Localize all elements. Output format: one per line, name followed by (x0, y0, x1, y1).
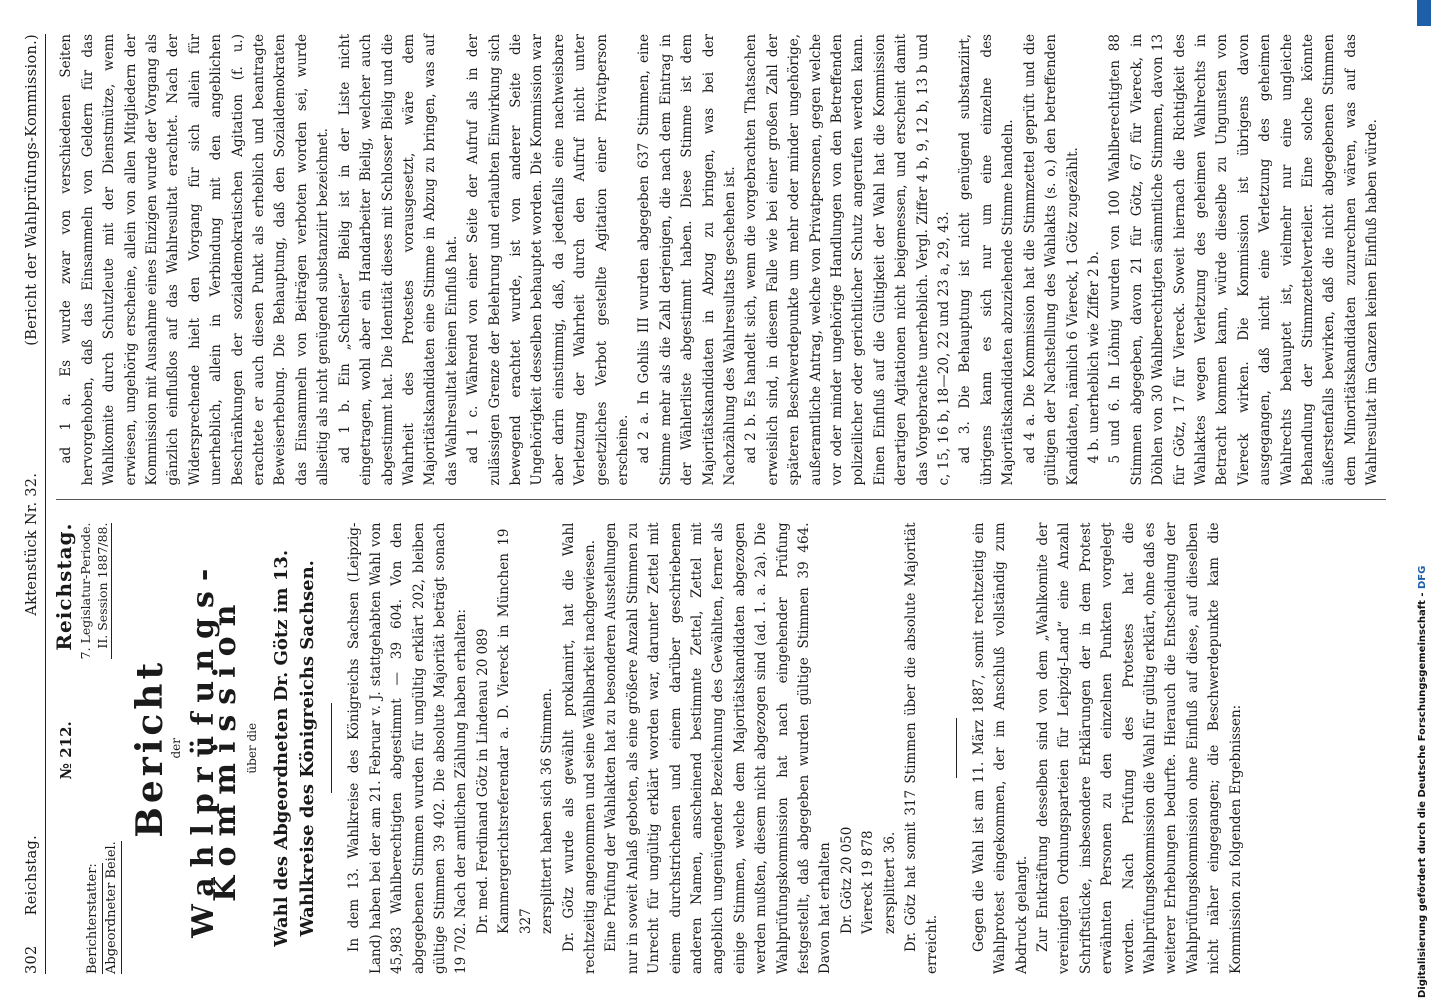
title-ueber: über die (245, 722, 260, 774)
document-number: № 212. (57, 721, 76, 780)
running-head-right: (Bericht der Wahlprüfungs-Kommission.) (24, 33, 40, 346)
dfg-logo-text: DFG (1417, 565, 1428, 589)
vote-line: Viereck 19 878 (860, 830, 877, 934)
reporter-name: Abgeordneter Beiel. (103, 841, 122, 974)
right-column (56, 34, 1386, 501)
session-label: II. Session 1887/88. (94, 523, 112, 660)
paragraph: ad 2 a. In Gohlis III wurden abgegeben 637 Stimmen, eine Stimme mehr als die Zahl derjenigen, die nach dem Eintrag in der Wählerliste abgestimmt haben. Diese Stimme ist dem Majoritätskandidaten in Abzug zu bringen, was bei der Nachzählung des Wahlresultats geschehen ist. (636, 34, 738, 486)
running-head-reichstag: Reichstag. (24, 835, 40, 916)
divider (331, 703, 332, 793)
paragraph: 4 b. unerheblich wie Ziffer 2 b. (1085, 251, 1102, 464)
session-block (52, 522, 122, 660)
dfg-logo (1417, 0, 1431, 26)
paragraph: Gegen die Wahl ist am 11. März 1887, somit rechtzeitig ein Wahlprotest eingekommen, der im Anschluß vollständig zum Abdruck gelangt. (970, 522, 1030, 974)
paragraph: In dem 13. Wahlkreise des Königreichs Sachsen (Leipzig-Land) haben bei der am 21. Februar v. J. stattgehabten Wahl von 45,983 Wahlberechtigten abgestimmt — 39 604. Von den abgegebenen Stimmen wurden für ungültig erklärt 202, bleiben gültige Stimmen 39 402. Die absolute Majorität beträgt sonach 19 702. Nach der amtlichen Zählung haben erhalten: (346, 522, 470, 974)
paragraph: Zur Entkräftung desselben sind von dem „Wahlkomite der vereinigten Ordnungsparteien für Leipzig-Land“ eine Anzahl Schriftstücke, insbesondere Erklärungen der in dem Protest erwähnten Personen zu den einzelnen Punkten vorgelegt worden. Nach Prüfung des Protestes hat die Wahlprüfungskommission die Wahl für gültig erklärt, ohne daß es weiterer Erhebungen bedurfte. Hierauch die Entscheidung der Wahlprüfungskommission ohne Einfluß auf diese, auf dieselben nicht näher eingegangen; die Beschwerdepunkte kam die Kommission zu folgenden Ergebnissen: (1035, 522, 1244, 974)
running-head-doc: Aktenstück Nr. 32. (24, 472, 40, 616)
paragraph: ad 2 b. Es handelt sich, wenn die vorgebrachten Thatsachen erweislich sind, in diesem Falle wie bei einer großen Zahl der späteren Beschwerdepunkte um mehr oder minder ungehörige, außeramtliche Antrag, welche von Privatpersonen, gegen welche vor oder minder ungehörige Handlungen von den Betreffenden polizeilicher oder gerichtlicher Schutz angerufen werden kann. Einen Einfluß auf die Gültigkeit der Wahl hat die Kommission derartigen Agitationen nicht beigemessen, und erscheint damit das Vorgebrachte unerheblich. Vergl. Ziffer 4 b, 9, 12 b, 13 b und c, 15, 16 b, 18—20, 22 und 23 a, 29, 43. (743, 34, 953, 486)
commission-title: Wahlprüfungs-Kommission (186, 558, 243, 938)
divider (956, 718, 957, 778)
paragraph: 5 und 6. In Löhnig wurden von 100 Wahlberechtigten 88 Stimmen abgegeben, davon 21 für Götz, 67 für Viereck, in Döhlen von 30 Wahlberechtigten sämmtliche Stimmen, davon 13 für Götz, 17 für Viereck. Soweit hiernach die Richtigkeit des Wahlaktes wegen Verletzung des geheimen Wahlrechts in Betracht kommen kann, würde dieselbe zu Ungunsten von Viereck wirken. Die Kommission ist übrigens davon ausgegangen, daß nicht eine Verletzung des geheimen Wahlrechts behauptet ist, vielmehr nur eine ungleiche Behandlung der Stimmzettelverteiler. Eine solche könnte äußerstenfalls bewirken, daß die nicht abgegebenen Stimmen dem Minoritätskandidaten zuzurechnen wären, was auf das Wahlresultat im Ganzen keinen Einfluß haben würde. (1107, 34, 1381, 486)
running-head (22, 34, 46, 974)
vote-line: zersplittert 36. (881, 831, 898, 934)
paragraph: Dr. Götz wurde als gewählt proklamirt, hat die Wahl rechtzeitig angenommen und seine Wählbarkeit nachgewiesen. (560, 522, 598, 974)
paragraph: Dr. Götz hat somit 317 Stimmen über die absolute Majorität erreicht. (903, 522, 941, 974)
paragraph: ad 1 c. Während von einer Seite der Aufruf als in der zulässigen Grenze der Belehrung und erlaubten Einwirkung sich bewegend erachtet wurde, ist von anderer Seite die Ungehörigkeit desselben behauptet worden. Die Kommission war aber darin einstimmig, daß, da jedenfalls eine nachweisbare Verletzung der Wahrheit durch den Aufruf nicht unter gesetzliches Verbot gestellte Agitation einer Privatperson erscheine. (465, 34, 631, 486)
vote-line: Dr. med. Ferdinand Götz in Lindenau 20 089 (474, 628, 491, 934)
vote-line: Dr. Götz 20 050 (838, 826, 855, 934)
paragraph: ad 3. Die Behauptung ist nicht genügend substanziirt, übrigens kann es sich nur um eine einzelne des Majoritätskandidaten abzuziehende Stimme handeln. (957, 34, 1017, 486)
vote-line: zersplittert haben sich 36 Stimmen. (539, 688, 556, 934)
paragraph: ad 1 a. Es wurde zwar von verschiedenen Seiten hervorgehoben, daß das Einsammeln von Geldern für das Wahlkomite durch Schutzleute mit der Dienstmütze, wenn erwiesen, ungehörig erscheine, allein von allen Mitgliedern der Kommission mit Ausnahme eines Einzigen wurde der Vorgang als gänzlich einflußlos auf das Wahlresultat erachtet. Nach der Widersprechende hielt den Vorgang für sich allein für unerheblich, allein in Verbindung mit den angeblichen Beschränkungen der sozialdemokratischen Agitation (f. u.) erachtete er auch diesen Punkt als erheblich und beantragte Beweiserhebung. Die Behauptung, daß den Sozialdemokraten das Einsammeln von Beiträgen verboten worden sei, wurde allseitig als nicht genügend substanziirt bezeichnet. (58, 34, 332, 486)
paragraph: ad 1 b. Ein „Schlesier“ Bielig ist in der Liste nicht eingetragen, wohl aber ein Handarbeiter Bielig, welcher auch abgestimmt hat. Die Identität dieses mit Schlosser Bielig und die Wahrheit des Protestes vorausgesetzt, wäre dem Majoritätskandidaten eine Stimme in Abzug zu bringen, was auf das Wahlresultat keinen Einfluß hat. (336, 34, 460, 486)
dfg-funding-notice: Digitalisierung gefördert durch die Deutsche Forschungsgemeinschaft - DFG (1417, 565, 1428, 998)
reporter-label: Berichterstatter: (84, 863, 103, 974)
vote-line: Kammergerichtsreferendar a. D. Viereck in München 19 327 (496, 528, 534, 934)
report-subject: Wahl des Abgeordneten Dr. Götz im 13. Wahlkreise des Königreichs Sachsen. (271, 549, 319, 947)
reichstag-heading: Reichstag. (52, 522, 77, 651)
title-der: der (168, 737, 183, 759)
left-column (52, 522, 1386, 975)
document-header (52, 522, 122, 975)
paragraph: Eine Prüfung der Wahlakten hat zu besonderen Ausstellungen nur in soweit Anlaß geboten, als eine größere Anzahl Stimmen zu Unrecht für ungültig erklärt worden war, darunter Zettel mit einem durchstrichenen und einem darüber geschriebenen anderen Namen, anscheinend bestimmte Zettel, Zettel mit angeblich ungenügender Bezeichnung des Gewählten, ferner als einige Stimmen, welche dem Majoritätskandidaten abgezogen werden mußten, diesem nicht abgezogen sind (ad. 1. a. 2a). Die Wahlprüfungskommission hat nach eingehender Prüfung festgestellt, daß abgegeben wurden gültige Stimmen 39 464. Davon hat erhalten (603, 522, 834, 974)
page-number: 302 (24, 945, 40, 974)
paragraph: ad 4 a. Die Kommission hat die Stimmzettel geprüft und die gültigen der Nachstellung des Wahlakts (s. o.) den betreffenden Kandidaten, nämlich 6 Viereck, 1 Götz zugezählt. (1021, 34, 1081, 486)
reporter-block (56, 841, 122, 974)
report-title: Bericht (129, 658, 172, 838)
legislative-period: 7. Legislatur-Periode. (78, 522, 94, 660)
